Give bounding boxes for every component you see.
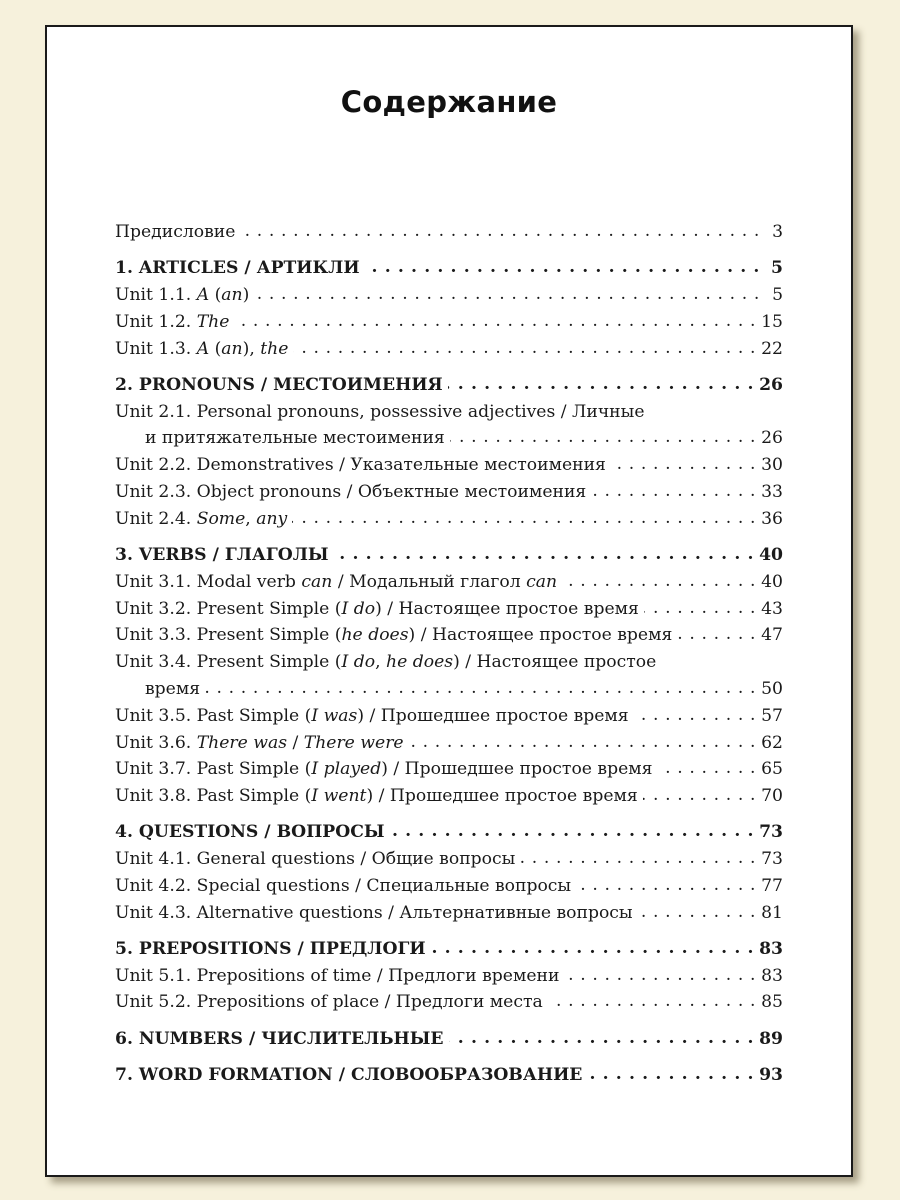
toc-label: 7. WORD FORMATION / СЛОВООБРАЗОВАНИЕ (115, 1064, 583, 1085)
toc-page-number: 70 (761, 786, 783, 807)
toc-unit-1-3[interactable] (115, 336, 783, 363)
toc-label: 6. NUMBERS / ЧИСЛИТЕЛЬНЫЕ (115, 1028, 444, 1049)
toc-label: Unit 3.2. Present Simple (I do) / Настоящее простое время (115, 598, 639, 619)
toc-leader-dots (334, 541, 754, 568)
toc-page-number: 50 (761, 678, 783, 699)
toc-unit-3-8[interactable] (115, 783, 783, 810)
toc-leader-dots (611, 451, 756, 478)
toc-unit-4-3[interactable] (115, 900, 783, 927)
toc-page-number: 15 (761, 311, 783, 332)
toc-page-number: 83 (759, 938, 783, 959)
toc-leader-dots (576, 872, 756, 899)
toc-label: Unit 1.3. A (an), the (115, 338, 289, 359)
toc-leader-dots (643, 782, 756, 809)
toc-page-number: 5 (772, 284, 783, 305)
toc-page-number: 83 (761, 965, 783, 986)
toc-unit-4-2[interactable] (115, 873, 783, 900)
toc-chapter-5[interactable] (115, 936, 783, 963)
toc-page-number: 36 (761, 508, 783, 529)
toc-chapter-3[interactable] (115, 542, 783, 569)
book-page (45, 25, 853, 1177)
toc-leader-dots (365, 254, 760, 281)
toc-unit-5-1[interactable] (115, 963, 783, 990)
toc-leader-dots (562, 568, 756, 595)
toc-label: Unit 2.3. Object pronouns / Объектные местоимения (115, 481, 587, 502)
toc-entry-preface[interactable] (115, 219, 783, 246)
toc-label: Unit 4.3. Alternative questions / Альтернативные вопросы (115, 902, 633, 923)
toc-leader-dots (644, 595, 756, 622)
toc-page-number: 30 (761, 455, 783, 476)
toc-page-number: 33 (761, 481, 783, 502)
toc-page-number: 40 (761, 571, 783, 592)
toc-unit-3-6[interactable] (115, 730, 783, 757)
toc-label: 4. QUESTIONS / ВОПРОСЫ (115, 822, 385, 843)
toc-label: 1. ARTICLES / АРТИКЛИ (115, 258, 360, 279)
toc-label: Unit 5.2. Prepositions of place / Предлоги места (115, 992, 543, 1013)
toc-unit-3-7[interactable] (115, 756, 783, 783)
toc-leader-dots (293, 335, 756, 362)
toc-page-number: 81 (761, 902, 783, 923)
toc-label: Unit 1.1. A (an) (115, 284, 250, 305)
toc-label: Unit 3.4. Present Simple (I do, he does) / Настоящее простое (115, 652, 657, 673)
toc-label: Предисловие (115, 222, 236, 242)
toc-label: Unit 1.2. The (115, 311, 230, 332)
toc-unit-2-3[interactable] (115, 479, 783, 506)
toc-leader-dots (205, 675, 756, 702)
toc-leader-dots (548, 988, 756, 1015)
toc-label: Unit 2.2. Demonstratives / Указательные местоимения (115, 455, 606, 476)
toc-chapter-7[interactable] (115, 1062, 783, 1089)
toc-unit-2-2[interactable] (115, 452, 783, 479)
toc-chapter-6[interactable] (115, 1026, 783, 1053)
toc-label: Unit 3.3. Present Simple (he does) / Настоящее простое время (115, 625, 673, 646)
toc-page-number: 65 (761, 759, 783, 780)
toc-label: Unit 4.2. Special questions / Специальные вопросы (115, 875, 572, 896)
toc-page-number: 3 (772, 222, 783, 242)
toc-page-number: 47 (761, 625, 783, 646)
toc-leader-dots (448, 371, 754, 398)
toc-label: Unit 2.4. Some, any (115, 508, 288, 529)
toc-leader-dots (564, 962, 756, 989)
toc-chapter-2[interactable] (115, 372, 783, 399)
toc-label: Unit 3.5. Past Simple (I was) / Прошедшее простое время (115, 705, 629, 726)
toc-page-number: 77 (761, 875, 783, 896)
toc-label: Unit 2.1. Personal pronouns, possessive adjectives / Личные (115, 401, 645, 422)
toc-page-number: 40 (759, 544, 783, 565)
toc-label: 5. PREPOSITIONS / ПРЕДЛОГИ (115, 938, 426, 959)
page-title: Содержание (340, 85, 558, 119)
toc-label: Unit 3.7. Past Simple (I played) / Прошедшее простое время (115, 759, 653, 780)
toc-leader-dots (431, 935, 755, 962)
toc-page-number: 89 (759, 1028, 783, 1049)
toc-unit-4-1[interactable] (115, 846, 783, 873)
toc-label: 3. VERBS / ГЛАГОЛЫ (115, 544, 329, 565)
toc-page-number: 43 (761, 598, 783, 619)
toc-leader-dots (587, 1061, 754, 1088)
toc-leader-dots (240, 218, 760, 245)
toc-chapter-4[interactable] (115, 819, 783, 846)
toc-page-number: 85 (761, 992, 783, 1013)
toc-page-number: 73 (761, 849, 783, 870)
toc-unit-3-3[interactable] (115, 622, 783, 649)
toc-page-number: 26 (759, 374, 783, 395)
toc-label: время (145, 678, 201, 699)
toc-leader-dots (677, 621, 756, 648)
toc-unit-3-4-line2[interactable] (115, 676, 783, 703)
toc-unit-2-1-line2[interactable] (115, 425, 783, 452)
toc-leader-dots (657, 755, 756, 782)
toc-leader-dots (449, 1025, 755, 1052)
toc-leader-dots (520, 845, 756, 872)
toc-page-number: 57 (761, 705, 783, 726)
toc-label: Unit 3.6. There was / There were (115, 732, 404, 753)
toc-leader-dots (409, 729, 757, 756)
toc-unit-2-1-line1[interactable] (115, 399, 783, 426)
toc-leader-dots (292, 505, 756, 532)
toc-unit-3-1[interactable] (115, 569, 783, 596)
toc-unit-2-4[interactable] (115, 506, 783, 533)
toc-page-number: 26 (761, 428, 783, 449)
toc-label: Unit 3.1. Modal verb can / Модальный глагол can (115, 571, 558, 592)
toc-label: Unit 3.8. Past Simple (I went) / Прошедшее простое время (115, 786, 638, 807)
toc-unit-3-5[interactable] (115, 703, 783, 730)
toc-unit-3-4-line1[interactable] (115, 649, 783, 676)
toc-unit-3-2[interactable] (115, 596, 783, 623)
toc-leader-dots (234, 308, 756, 335)
toc-leader-dots (634, 702, 756, 729)
toc-unit-1-1[interactable] (115, 282, 783, 309)
toc-unit-1-2[interactable] (115, 309, 783, 336)
toc-page-number: 93 (759, 1064, 783, 1085)
toc-page-number: 62 (761, 732, 783, 753)
toc-label: Unit 4.1. General questions / Общие вопросы (115, 849, 516, 870)
toc-label: и притяжательные местоимения (145, 428, 445, 449)
toc-page-number: 73 (759, 822, 783, 843)
toc-page-number: 22 (761, 338, 783, 359)
toc-unit-5-2[interactable] (115, 989, 783, 1016)
toc-leader-dots (638, 899, 757, 926)
toc-leader-dots (254, 281, 760, 308)
toc-page-number: 5 (771, 258, 783, 279)
table-of-contents (115, 219, 783, 1089)
toc-leader-dots (591, 478, 756, 505)
toc-label: 2. PRONOUNS / МЕСТОИМЕНИЯ (115, 374, 443, 395)
toc-leader-dots (450, 424, 756, 451)
toc-leader-dots (390, 818, 755, 845)
toc-chapter-1[interactable] (115, 255, 783, 282)
toc-label: Unit 5.1. Prepositions of time / Предлоги времени (115, 965, 560, 986)
